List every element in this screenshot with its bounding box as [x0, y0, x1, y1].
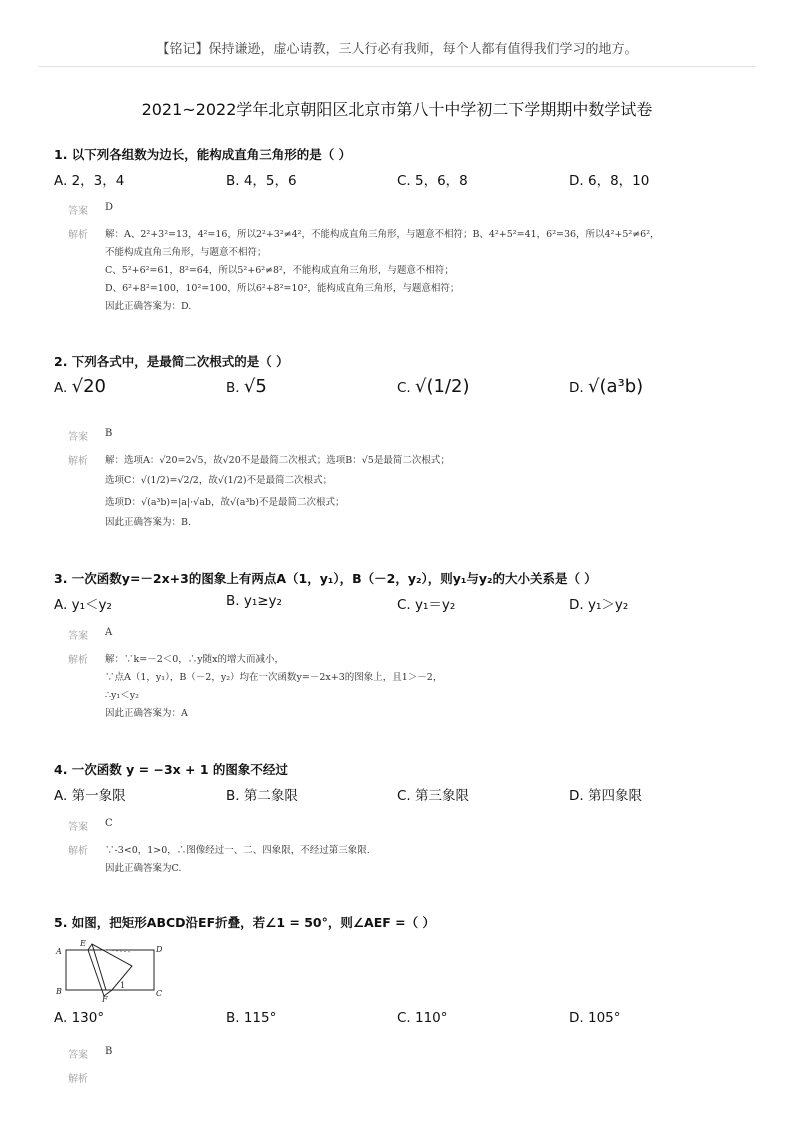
answer-row [54, 627, 754, 647]
question-1 [54, 145, 754, 321]
explanation-line: 因此正确答案为：D. [105, 301, 192, 312]
explanation-line: 解：∵k=－2＜0，∴y随x的增大而减小， [105, 654, 285, 665]
explanation-row [54, 842, 754, 882]
explanation-row [54, 226, 754, 321]
explanation-row [54, 1070, 754, 1090]
option-a[interactable]: A. 130° [54, 1010, 105, 1026]
option-d[interactable]: D. 6，8，10 [569, 173, 650, 189]
label-angle-1: 1 [120, 981, 126, 990]
explanation-label: 解析 [68, 655, 88, 666]
math-expression: √5 [243, 376, 267, 397]
explanation-line: ∵点A（1，y₁），B（－2，y₂）均在一次函数y=－2x+3的图象上，且1＞－2， [105, 672, 443, 683]
option-c[interactable]: C. 第三象限 [397, 788, 470, 804]
question-3 [54, 569, 754, 731]
option-d[interactable]: D. y₁＞y₂ [569, 597, 629, 613]
label-f: F [102, 995, 108, 1004]
explanation-line: 因此正确答案为：A [105, 708, 188, 719]
answer-label: 答案 [68, 432, 88, 443]
question-stem: 2. 下列各式中，是最简二次根式的是（ ） [54, 354, 289, 369]
answer-label: 答案 [68, 631, 88, 642]
math-expression: √(1/2) [415, 376, 470, 397]
explanation-line: 选项D：√(a³b)=|a|·√ab，故√(a³b)不是最简二次根式； [105, 497, 345, 508]
question-4 [54, 760, 754, 882]
explanation-line: D、6²+8²=100，10²=100，所以6²+8²=10²，能构成直角三角形，与题意相符； [105, 283, 460, 294]
explanation-row [54, 651, 754, 731]
explanation-label: 解析 [68, 846, 88, 857]
options-row [54, 593, 754, 619]
answer-value: B [105, 1046, 113, 1057]
rectangle-fold-figure [54, 938, 174, 1008]
label-a: A [56, 947, 62, 956]
explanation-line: C、5²+6²=61，8²=64，所以5²+6²≠8²，不能构成直角三角形，与题意不相符； [105, 265, 454, 276]
option-d[interactable]: D. 第四象限 [569, 788, 642, 804]
label-c: C [156, 989, 163, 998]
page-motto: 【铭记】保持谦逊，虚心请教，三人行必有我师，每个人都有值得我们学习的地方。 [156, 42, 638, 57]
explanation-line: ∴y₁＜y₂ [105, 690, 139, 701]
option-b[interactable]: B. 115° [226, 1010, 277, 1026]
option-a[interactable]: A. 第一象限 [54, 788, 126, 804]
question-5 [54, 913, 754, 931]
question-5-options [54, 1010, 754, 1090]
label-e: E [80, 939, 86, 948]
answer-row [54, 1046, 754, 1066]
answer-value: A [105, 627, 113, 638]
answer-row [54, 428, 754, 448]
explanation-line: ∵-3<0，1>0，∴图像经过一、二、四象限，不经过第三象限. [105, 845, 370, 856]
question-stem: 4. 一次函数 y = −3x + 1 的图象不经过 [54, 762, 288, 777]
answer-value: C [105, 818, 113, 829]
explanation-line: 因此正确答案为C. [105, 863, 182, 874]
option-c[interactable]: C. y₁＝y₂ [397, 597, 456, 613]
option-d[interactable]: D. 105° [569, 1010, 621, 1026]
math-expression: √(a³b) [587, 376, 644, 397]
option-b[interactable]: B. √5 [226, 376, 267, 397]
geometry-diagram [54, 938, 174, 1004]
option-a[interactable]: A. √20 [54, 376, 106, 397]
question-stem: 1. 以下列各组数为边长，能构成直角三角形的是（ ） [54, 147, 352, 162]
option-c[interactable]: C. √(1/2) [397, 376, 470, 397]
options-row [54, 169, 754, 195]
options-row [54, 784, 754, 810]
option-a[interactable]: A. y₁＜y₂ [54, 597, 112, 613]
explanation-row [54, 452, 754, 547]
explanation-line: 解：选项A：√20=2√5，故√20不是最简二次根式；选项B：√5是最简二次根式； [105, 455, 450, 466]
explanation-label: 解析 [68, 230, 88, 241]
question-stem: 5. 如图，把矩形ABCD沿EF折叠，若∠1 = 50°，则∠AEF =（ ） [54, 915, 435, 930]
answer-row [54, 818, 754, 838]
label-b: B [56, 987, 62, 996]
option-c[interactable]: C. 5，6，8 [397, 173, 468, 189]
answer-label: 答案 [68, 822, 88, 833]
options-row [54, 1010, 754, 1036]
page-title: 2021~2022学年北京朝阳区北京市第八十中学初二下学期期中数学试卷 [141, 100, 653, 119]
header-divider [38, 66, 756, 67]
answer-value: D [105, 202, 114, 213]
math-expression: √20 [71, 376, 106, 397]
question-stem: 3. 一次函数y=－2x+3的图象上有两点A（1，y₁），B（－2，y₂），则y₁与y₂的大小关系是（ ） [54, 571, 597, 586]
explanation-line: 解：A、2²+3²=13，4²=16，所以2²+3²≠4²，不能构成直角三角形，与题意不相符；B、4²+5²=41，6²=36，所以4²+5²≠6²， [105, 229, 660, 240]
explanation-line: 不能构成直角三角形，与题意不相符； [105, 247, 267, 258]
option-a[interactable]: A. 2，3，4 [54, 173, 125, 189]
option-c[interactable]: C. 110° [397, 1010, 448, 1026]
option-b[interactable]: B. 4，5，6 [226, 173, 297, 189]
label-d: D [156, 945, 163, 954]
explanation-line: 选项C：√(1/2)=√2/2，故√(1/2)不是最简二次根式； [105, 475, 333, 486]
question-2 [54, 352, 754, 547]
answer-label: 答案 [68, 206, 88, 217]
option-b[interactable]: B. y₁≥y₂ [226, 593, 282, 609]
answer-value: B [105, 428, 113, 439]
options-row [54, 376, 754, 418]
answer-row [54, 202, 754, 222]
option-b[interactable]: B. 第二象限 [226, 788, 298, 804]
answer-label: 答案 [68, 1050, 88, 1061]
explanation-label: 解析 [68, 1074, 88, 1085]
explanation-label: 解析 [68, 456, 88, 467]
option-d[interactable]: D. √(a³b) [569, 376, 644, 397]
explanation-line: 因此正确答案为：B. [105, 517, 192, 528]
